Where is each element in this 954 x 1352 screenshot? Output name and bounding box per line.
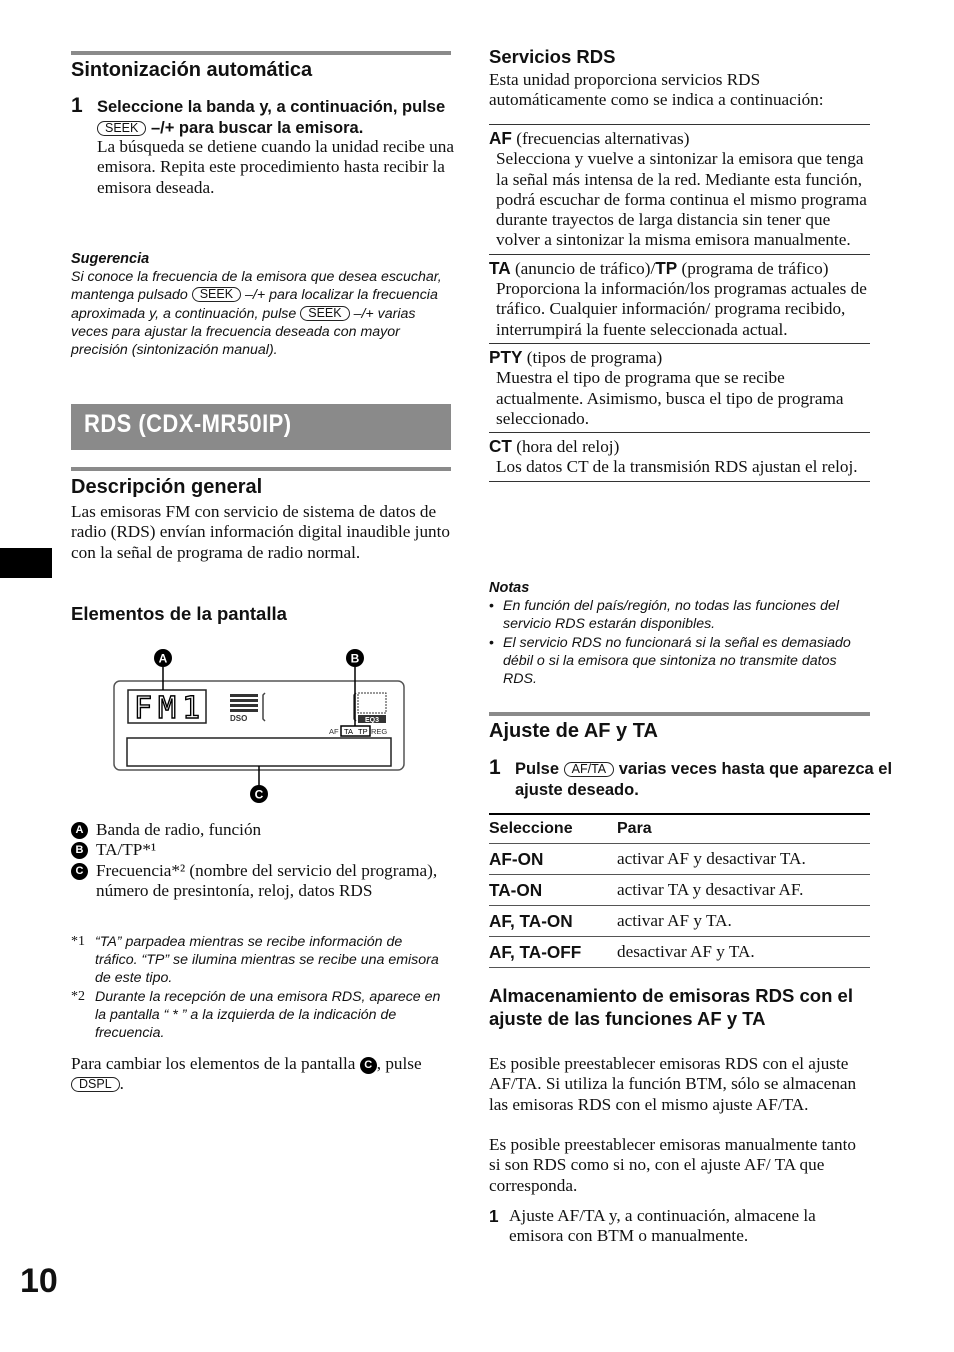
table-header-row (489, 814, 870, 844)
legend-text: Banda de radio, función (96, 820, 262, 839)
notes-box (489, 579, 870, 688)
svg-text:DSO: DSO (230, 714, 248, 723)
table-row (489, 937, 870, 968)
service-desc: (tipos de programa) (526, 347, 663, 367)
table-cell-purpose: desactivar AF y TA. (617, 937, 870, 968)
step-number: 1 (71, 94, 83, 117)
legend-item (71, 861, 451, 902)
seek-key: SEEK (300, 306, 349, 321)
table-row (489, 844, 870, 875)
step-instruction (97, 97, 477, 138)
service-term: TP (655, 257, 678, 278)
seek-key: SEEK (192, 287, 241, 302)
service-body: Selecciona y vuelve a sintonizar la emisora que tenga la señal más intensa de la red. Mediante esta función, podrá escuchar de forma continua el mismo programa durante trayectos de larga distancia sin tener que volver a sintonizar la misma emisora manualmente. (496, 149, 867, 250)
service-term: PTY (489, 346, 523, 367)
service-body: Proporciona la información/los programas actuales de tráfico. Cualquier información/ programa recibido, interrumpirá la fuente seleccionada actual. (496, 279, 867, 339)
lcd-band-text: FM1 (134, 691, 207, 726)
section-title-af-ta: Ajuste de AF y TA (489, 720, 658, 742)
tip-box (71, 250, 446, 359)
legend-item (71, 840, 451, 860)
section-tab-marker (0, 548, 52, 578)
footnote-mark: *2 (71, 988, 85, 1004)
section-title-overview: Descripción general (71, 476, 263, 498)
step-number: 1 (489, 756, 501, 779)
service-pty (489, 343, 870, 432)
step-text: Ajuste AF/TA y, a continuación, almacene la emisora con BTM o manualmente. (509, 1206, 816, 1246)
af-ta-step-1 (489, 756, 896, 800)
footnote-mark: *1 (71, 934, 85, 949)
store-paragraph-2: Es posible preestablecer emisoras manualmente tanto si son RDS como si no, con el ajuste AF/ TA que corresponda. (489, 1135, 857, 1195)
tip-part: –/+ varias veces para ajustar la frecuencia deseada con mayor precisión (sintonización manual). (71, 305, 416, 359)
table-cell-purpose: activar AF y desactivar TA. (617, 844, 870, 875)
table-header: Seleccione (489, 814, 617, 844)
rds-banner (71, 404, 451, 450)
store-paragraph-1: Es posible preestablecer emisoras RDS con el ajuste AF/TA. Si utiliza la función BTM, sólo se almacenan las emisoras RDS con el mismo ajuste AF/TA. (489, 1054, 857, 1114)
table-row (489, 875, 870, 906)
page-number: 10 (20, 1262, 58, 1300)
section-title-rds-services: Servicios RDS (489, 46, 616, 67)
section-rule (489, 712, 870, 716)
service-af (489, 124, 870, 254)
footnote (71, 988, 446, 1043)
display-legend (71, 820, 451, 901)
af-indicator: AF (329, 727, 339, 736)
note-text: En función del país/región, no todas las funciones del servicio RDS estarán disponibles. (503, 598, 839, 633)
instruction-text: . (119, 1074, 124, 1094)
rds-services-intro: Esta unidad proporciona servicios RDS automáticamente como se indica a continuación: (489, 70, 824, 110)
tip-title: Sugerencia (71, 251, 150, 267)
banner-title: RDS (CDX-MR50IP) (84, 410, 292, 438)
service-term: AF (489, 128, 512, 148)
step-text: Pulse (515, 760, 560, 778)
overview-body: Las emisoras FM con servicio de sistema de datos de radio (RDS) envían información digital inaudible junto con la señal de programa de radio normal. (71, 502, 450, 562)
footnote-text: Durante la recepción de una emisora RDS, aparece en la pantalla “ * ” a la izquierda de la indicación de frecuencia. (95, 988, 441, 1042)
table-header: Para (617, 814, 870, 844)
callout-b-label: B (350, 651, 360, 666)
step-text: varias veces hasta que aparezca el ajuste deseado. (515, 760, 893, 799)
af-ta-settings-table (489, 813, 870, 968)
seek-key: SEEK (97, 121, 146, 136)
section-title-store-stations: Almacenamiento de emisoras RDS con el ajuste de las funciones AF y TA (489, 985, 853, 1029)
callout-c-label: C (254, 787, 264, 802)
section-rule (71, 51, 451, 55)
tip-part: Si conoce la frecuencia de la emisora que desea escuchar, mantenga pulsado (71, 269, 442, 304)
store-step-1 (489, 1206, 870, 1247)
service-body: Los datos CT de la transmisión RDS ajustan el reloj. (496, 457, 858, 477)
note-item (489, 597, 870, 633)
change-display-instruction (71, 1054, 451, 1095)
step-text: –/+ para buscar la emisora. (150, 118, 364, 137)
ta-indicator: TA (344, 727, 354, 736)
service-term: CT (489, 436, 512, 457)
footnotes (71, 933, 446, 1042)
tip-text (71, 268, 446, 359)
section-rule (71, 467, 451, 471)
step-instruction (515, 759, 896, 800)
note-item (489, 634, 870, 689)
reg-indicator: REG (371, 727, 388, 736)
legend-text: TA/TP*¹ (96, 840, 157, 860)
table-cell-purpose: activar TA y desactivar AF. (617, 875, 870, 906)
footnote (71, 933, 446, 988)
legend-mark: C (71, 863, 88, 880)
tp-indicator: TP (358, 727, 368, 736)
callout-ref-c: C (360, 1057, 377, 1074)
dso-indicator (230, 693, 265, 723)
service-desc: (hora del reloj) (516, 437, 620, 457)
notes-title: Notas (489, 580, 530, 596)
af-ta-key: AF/TA (564, 762, 615, 777)
table-cell-setting: AF, TA-ON (489, 906, 617, 937)
service-desc: (frecuencias alternativas) (516, 129, 690, 148)
note-text: El servicio RDS no funcionará si la señal es demasiado débil o si la emisora que sintoniza no transmite datos RDS. (503, 634, 851, 688)
step-body: La búsqueda se detiene cuando la unidad recibe una emisora. Repita este procedimiento hasta recibir la emisora deseada. (97, 137, 454, 197)
display-diagram (112, 646, 408, 804)
service-desc: (anuncio de tráfico)/ (514, 258, 656, 278)
table-cell-setting: TA-ON (489, 875, 617, 906)
legend-mark: A (71, 822, 88, 839)
bullet-icon: • (489, 634, 494, 651)
service-term: TA (489, 257, 511, 278)
tip-part: –/+ para localizar la frecuencia aproximada y, a continuación, pulse (71, 287, 438, 322)
table-cell-setting: AF-ON (489, 844, 617, 875)
bullet-icon: • (489, 598, 494, 615)
table-row (489, 906, 870, 937)
step-text: Seleccione la banda y, a continuación, pulse (97, 98, 446, 116)
service-desc: (programa de tráfico) (681, 258, 829, 278)
legend-mark: B (71, 842, 88, 859)
service-ct (489, 432, 870, 481)
footnote-text: “TA” parpadea mientras se recibe información de tráfico. “TP” se ilumina mientras se recibe una emisora de este tipo. (95, 934, 439, 987)
instruction-text: Para cambiar los elementos de la pantalla (71, 1054, 356, 1073)
table-cell-purpose: activar AF y TA. (617, 906, 870, 937)
step-number: 1 (489, 1206, 499, 1226)
dspl-key: DSPL (71, 1077, 120, 1092)
service-body: Muestra el tipo de programa que se recibe actualmente. Asimismo, busca el tipo de programa seleccionado. (496, 368, 844, 428)
section-title-auto-tuning: Sintonización automática (71, 59, 313, 81)
eq-indicator (354, 693, 386, 724)
step-1 (71, 94, 477, 198)
lcd-text-area (127, 738, 391, 766)
instruction-text: , pulse (376, 1054, 422, 1073)
legend-item (71, 820, 451, 840)
rds-services-list (489, 124, 870, 482)
legend-text: Frecuencia*² (nombre del servicio del programa), número de presintonía, reloj, datos RDS (96, 860, 438, 900)
svg-text:EQ3: EQ3 (365, 717, 380, 724)
callout-a-label: A (158, 651, 168, 666)
service-ta-tp (489, 254, 870, 343)
table-cell-setting: AF, TA-OFF (489, 937, 617, 968)
section-title-display-items: Elementos de la pantalla (71, 603, 287, 624)
